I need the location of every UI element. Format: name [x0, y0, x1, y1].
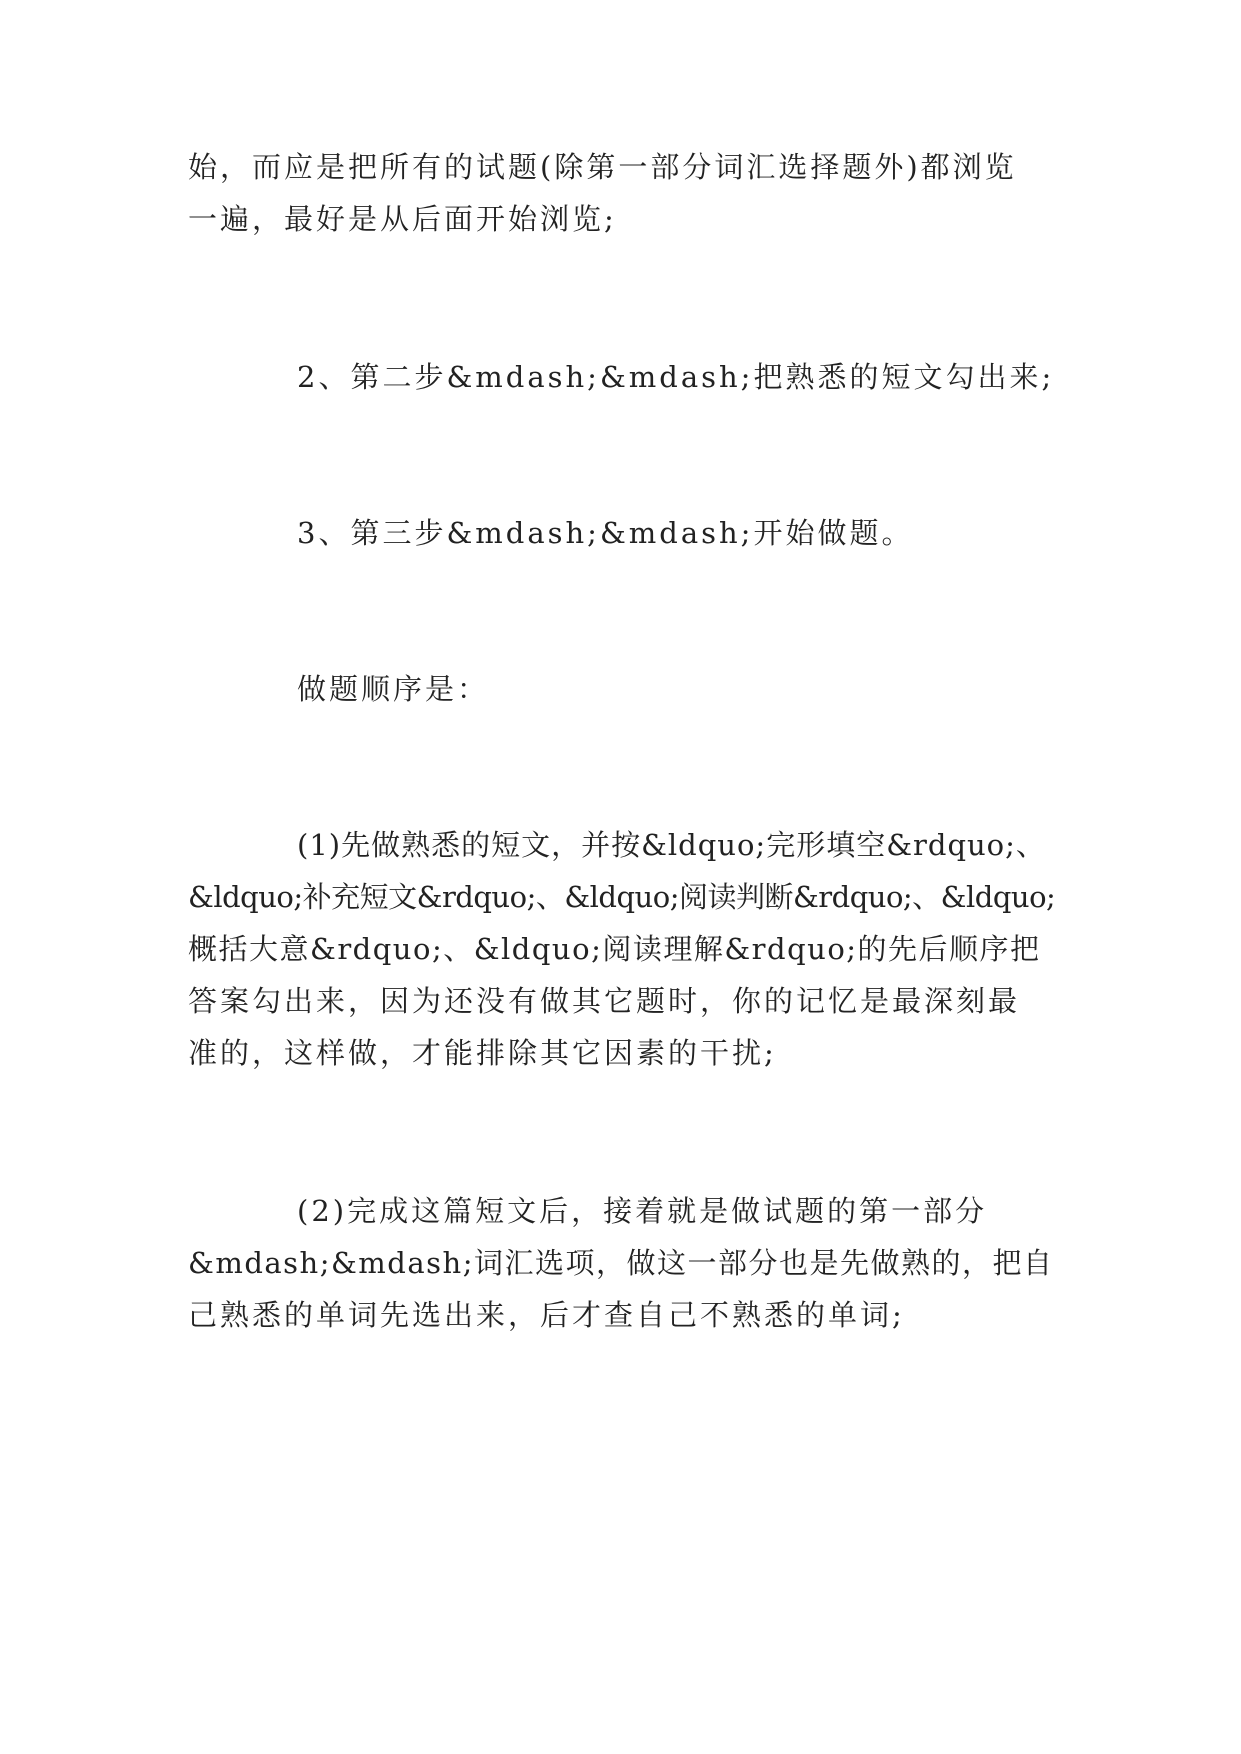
- paragraph-5-line-4: 答案勾出来，因为还没有做其它题时，你的记忆是最深刻最: [188, 984, 1021, 1018]
- paragraph-6-line-3: 己熟悉的单词先选出来，后才查自己不熟悉的单词;: [188, 1298, 905, 1332]
- paragraph-5-line-3: 概括大意&rdquo;、&ldquo;阅读理解&rdquo;的先后顺序把: [188, 932, 1041, 966]
- paragraph-5-line-5: 准的，这样做，才能排除其它因素的干扰;: [188, 1036, 777, 1070]
- paragraph-3-line-1: 3、第三步&mdash;&mdash;开始做题。: [297, 516, 914, 550]
- paragraph-4-line-1: 做题顺序是：: [297, 672, 490, 706]
- paragraph-2-line-1: 2、第二步&mdash;&mdash;把熟悉的短文勾出来;: [297, 360, 1055, 394]
- paragraph-6-line-1: (2)完成这篇短文后，接着就是做试题的第一部分: [297, 1194, 988, 1228]
- paragraph-1-line-1: 始，而应是把所有的试题(除第一部分词汇选择题外)都浏览: [188, 150, 1017, 184]
- paragraph-5-line-2: &ldquo;补充短文&rdquo;、&ldquo;阅读判断&rdquo;、&ldquo;: [188, 880, 1056, 914]
- paragraph-5-line-1: (1)先做熟悉的短文，并按&ldquo;完形填空&rdquo;、: [297, 828, 1046, 862]
- paragraph-1-line-2: 一遍，最好是从后面开始浏览;: [188, 202, 617, 236]
- paragraph-6-line-2: &mdash;&mdash;词汇选项，做这一部分也是先做熟的，把自: [188, 1246, 1054, 1280]
